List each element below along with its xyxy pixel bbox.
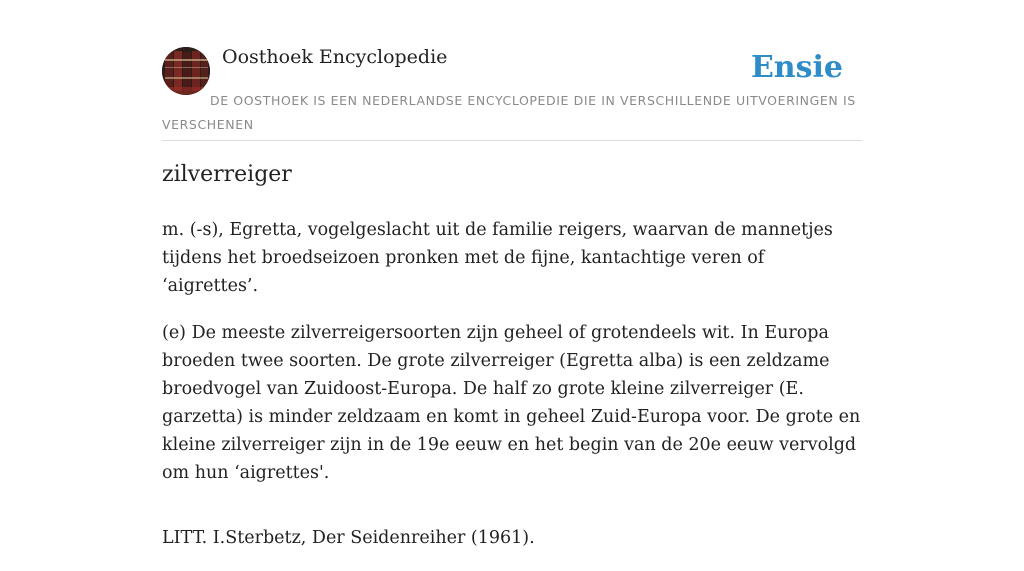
description-paragraph: (e) De meeste zilverreigersoorten zijn geheel of grotendeels wit. In Europa broeden twee soorten. De grote zilverreiger (Egretta alba) is een zeldzame broedvogel van Zuidoost-Europa. De half zo grote kleine zilverreiger (E. garzetta) is minder zeldzaam en komt in geheel Zuid-Europa voor. De grote en kleine zilverreiger zijn in de 19e eeuw en het begin van de 20e eeuw vervolgd om hun ‘aigrettes'. <box>162 323 861 483</box>
page <box>162 0 862 548</box>
encyclopedia-books-avatar[interactable] <box>162 47 210 95</box>
literature-reference: LITT. I.Sterbetz, Der Seidenreiher (1961). <box>162 528 535 548</box>
header <box>162 0 862 141</box>
definition-paragraph: m. (-s), Egretta, vogelgeslacht uit de familie reigers, waarvan de mannetjes tijdens het broedseizoen pronken met de fijne, kantachtige veren of ‘aigrettes’. <box>162 220 833 296</box>
site-tagline: DE OOSTHOEK IS EEN NEDERLANDSE ENCYCLOPEDIE DIE IN VERSCHILLENDE UITVOERINGEN IS VERSCHENEN <box>162 93 856 132</box>
brand-logo[interactable]: Ensie <box>750 50 843 85</box>
article-body <box>162 216 862 571</box>
site-title[interactable]: Oosthoek Encyclopedie <box>222 46 448 68</box>
article-title: zilverreiger <box>162 162 292 187</box>
books-icon <box>162 47 210 95</box>
